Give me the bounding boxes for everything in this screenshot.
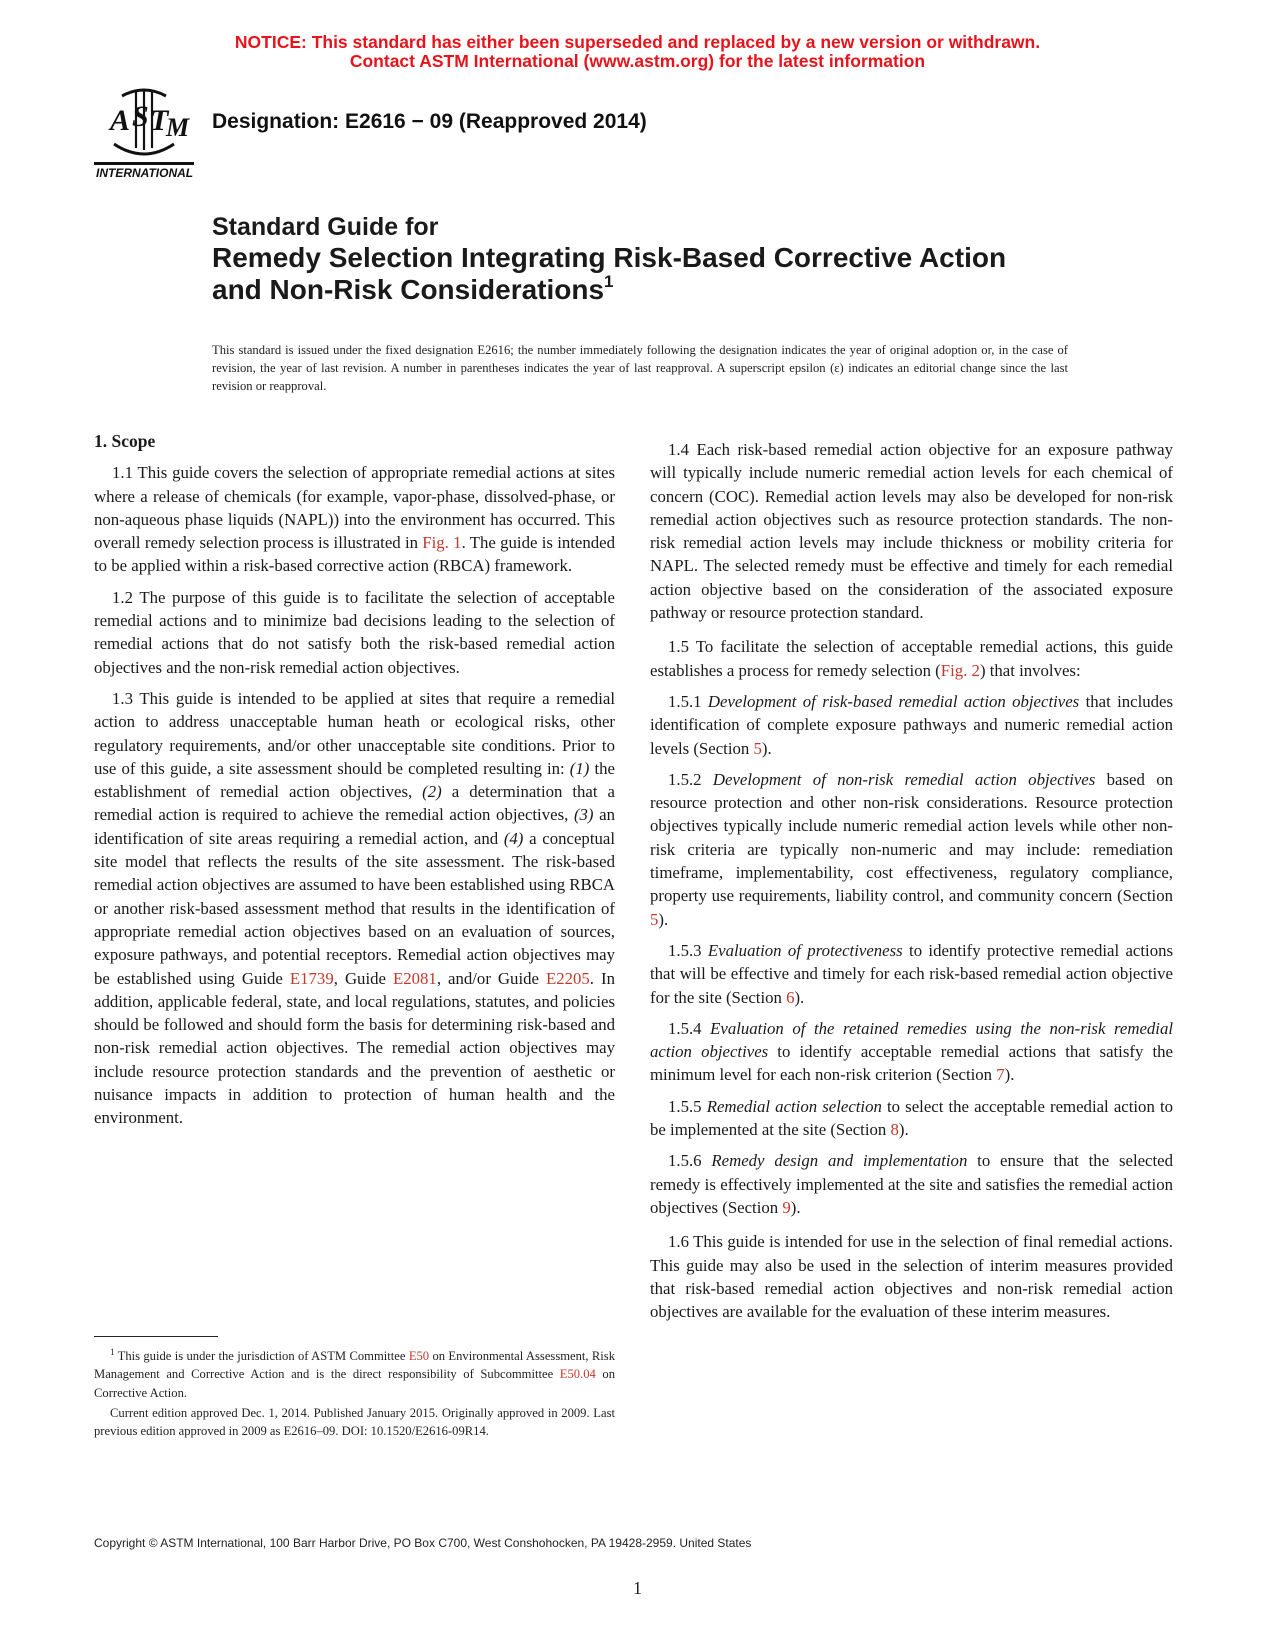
supersession-notice bbox=[0, 33, 1275, 71]
paragraph-1-2: 1.2 The purpose of this guide is to facilitate the selection of acceptable remedial actions and to minimize bad decisions leading to the selection of remedial actions that do not satisfy both the risk-based remedial action objectives and the non-risk remedial action objectives. bbox=[94, 587, 615, 677]
notice-line-2: Contact ASTM International (www.astm.org) for the latest information bbox=[349, 51, 926, 71]
paragraph-1-4: 1.4 Each risk-based remedial action objective for an exposure pathway will typically include numeric remedial action levels for each chemical of concern (COC). Remedial action levels may also be developed for non-risk remedial action objectives such as resource protection standards. The non-risk remedial action levels may include thickness or mobility criteria for NAPL. The selected remedy must be effective and timely for each remedial action objective based on the consideration of the associated exposure pathway or resource protection standard. bbox=[650, 440, 1173, 623]
footnote-edition: Current edition approved Dec. 1, 2014. Published January 2015. Originally approved in 2009. Last previous edition approved in 2009 as E2616–09. DOI: 10.1520/E2616-09R14. bbox=[94, 1406, 615, 1439]
svg-text:T: T bbox=[150, 104, 169, 137]
paragraph-1-5-4: 1.5.4 Evaluation of the retained remedies using the non-risk remedial action objectives to identify acceptable remedial actions that satisfy the minimum level for each non-risk criterion (Section 7). bbox=[650, 1018, 1173, 1085]
link-fig-1[interactable]: Fig. 1 bbox=[422, 533, 462, 553]
right-column bbox=[650, 438, 1173, 1331]
paragraph-1-6: 1.6 This guide is intended for use in the selection of final remedial actions. This guide may also be used in the selection of interim measures provided that risk-based remedial action objectives and non-risk remedial action objectives are available for the evaluation of these interim measures. bbox=[650, 1232, 1173, 1322]
notice-line-1: NOTICE: This standard has either been superseded and replaced by a new version or withdrawn. bbox=[234, 32, 1041, 52]
link-section-7[interactable]: 7 bbox=[996, 1065, 1005, 1085]
link-e1739[interactable]: E1739 bbox=[289, 968, 334, 988]
title-line-1: Standard Guide for bbox=[212, 213, 439, 241]
section-heading-scope: 1. Scope bbox=[94, 431, 156, 451]
paragraph-1-1: 1.1 This guide covers the selection of appropriate remedial actions at sites where a release of chemicals (for example, vapor-phase, dissolved-phase, or non-aqueous phase liquids (NAPL)) into the environment has occurred. This overall remedy selection process is illustrated in Fig. 1. The guide is intended to be applied within a risk-based corrective action (RBCA) framework. bbox=[94, 463, 615, 576]
paragraph-1-5-5: 1.5.5 Remedial action selection to select the acceptable remedial action to be implemented at the site (Section 8). bbox=[650, 1096, 1173, 1140]
paragraph-1-5-3: 1.5.3 Evaluation of protectiveness to identify protective remedial actions that will be effective and timely for each risk-based remedial action objective for the site (Section 6). bbox=[650, 940, 1174, 1007]
link-e50[interactable]: E50 bbox=[408, 1349, 430, 1364]
link-fig-2[interactable]: Fig. 2 bbox=[940, 660, 980, 680]
title-footnote-mark[interactable]: 1 bbox=[604, 272, 614, 291]
document-title bbox=[212, 212, 1112, 306]
footnote-1: $^1$ This guide is under the jurisdiction of ASTM Committee E50 on Environmental Assessment, Risk Management and Corrective Action and is the direct responsibility of Subcommittee E50.04 on Corrective Action. bbox=[94, 1347, 615, 1400]
svg-text:S: S bbox=[132, 100, 149, 133]
left-column bbox=[94, 430, 615, 1138]
link-section-5b[interactable]: 5 bbox=[650, 909, 659, 929]
link-e2081[interactable]: E2081 bbox=[392, 968, 437, 988]
designation: Designation: E2616 − 09 (Reapproved 2014) bbox=[212, 110, 647, 133]
link-section-6[interactable]: 6 bbox=[786, 987, 795, 1007]
link-section-5[interactable]: 5 bbox=[753, 738, 762, 758]
title-line-3: and Non-Risk Considerations$^1$ bbox=[212, 272, 614, 305]
copyright-line: Copyright © ASTM International, 100 Barr Harbor Drive, PO Box C700, West Conshohocken, PA 19428-2959. United States bbox=[94, 1536, 752, 1550]
issue-note: This standard is issued under the fixed designation E2616; the number immediately following the designation indicates the year of original adoption or, in the case of revision, the year of last revision. A number in parentheses indicates the year of last reapproval. A superscript epsilon (ε) indicates an editorial change since the last revision or reapproval. bbox=[212, 343, 1068, 393]
astm-logo-icon bbox=[92, 82, 196, 182]
paragraph-1-5-6: 1.5.6 Remedy design and implementation to ensure that the selected remedy is effectively implemented at the site and satisfies the remedial action objectives (Section 9). bbox=[650, 1151, 1173, 1217]
footnotes bbox=[94, 1343, 615, 1443]
link-section-9[interactable]: 9 bbox=[782, 1197, 791, 1217]
paragraph-1-3: 1.3 This guide is intended to be applied at sites that require a remedial action to address unacceptable human heath or ecological risks, other regulatory requirements, and/or other unacceptable site conditions. Prior to use of this guide, a site assessment should be completed resulting in: (1) the establishment of remedial action objectives, (2) a determination that a remedial action is required to achieve the remedial action objectives, (3) an identification of site areas requiring a remedial action, and (4) a conceptual site model that reflects the results of the site assessment. The risk-based remedial action objectives are assumed to have been established using RBCA or another risk-based assessment method that results in the identification of appropriate remedial action objectives based on an evaluation of sources, exposure pathways, and potential receptors. Remedial action objectives may be established using Guide E1739, Guide E2081, and/or Guide E2205. In addition, applicable federal, state, and local regulations, statutes, and policies should be followed and should form the basis for determining risk-based and non-risk remedial action objectives. The remedial action objectives may include resource protection standards and the prevention of aesthetic or nuisance impacts in addition to protection of human health and the environment. bbox=[94, 688, 616, 1128]
svg-text:M: M bbox=[166, 113, 190, 142]
link-e2205[interactable]: E2205 bbox=[545, 968, 590, 988]
page-number: 1 bbox=[633, 1578, 642, 1598]
logo-wordmark: INTERNATIONAL bbox=[96, 166, 194, 180]
paragraph-1-5: 1.5 To facilitate the selection of acceptable remedial actions, this guide establishes a process for remedy selection (Fig. 2) that involves: bbox=[650, 637, 1173, 680]
link-section-8[interactable]: 8 bbox=[890, 1120, 899, 1140]
paragraph-1-5-1: 1.5.1 Development of risk-based remedial action objectives that includes identification of complete exposure pathways and numeric remedial action levels (Section 5). bbox=[650, 691, 1173, 758]
footnote-divider bbox=[94, 1336, 218, 1337]
svg-text:A: A bbox=[110, 104, 131, 137]
paragraph-1-5-2: 1.5.2 Development of non-risk remedial action objectives based on resource protection and other non-risk considerations. Resource protection objectives typically include numeric remedial action levels while other non-risk criteria are typically non-numeric and may include: remediation timeframe, implementability, cost effectiveness, regulatory compliance, property use requirements, liability control, and community concern (Section 5). bbox=[650, 769, 1173, 929]
title-line-2: Remedy Selection Integrating Risk-Based Corrective Action bbox=[212, 242, 1007, 273]
link-e50-04[interactable]: E50.04 bbox=[559, 1367, 596, 1382]
